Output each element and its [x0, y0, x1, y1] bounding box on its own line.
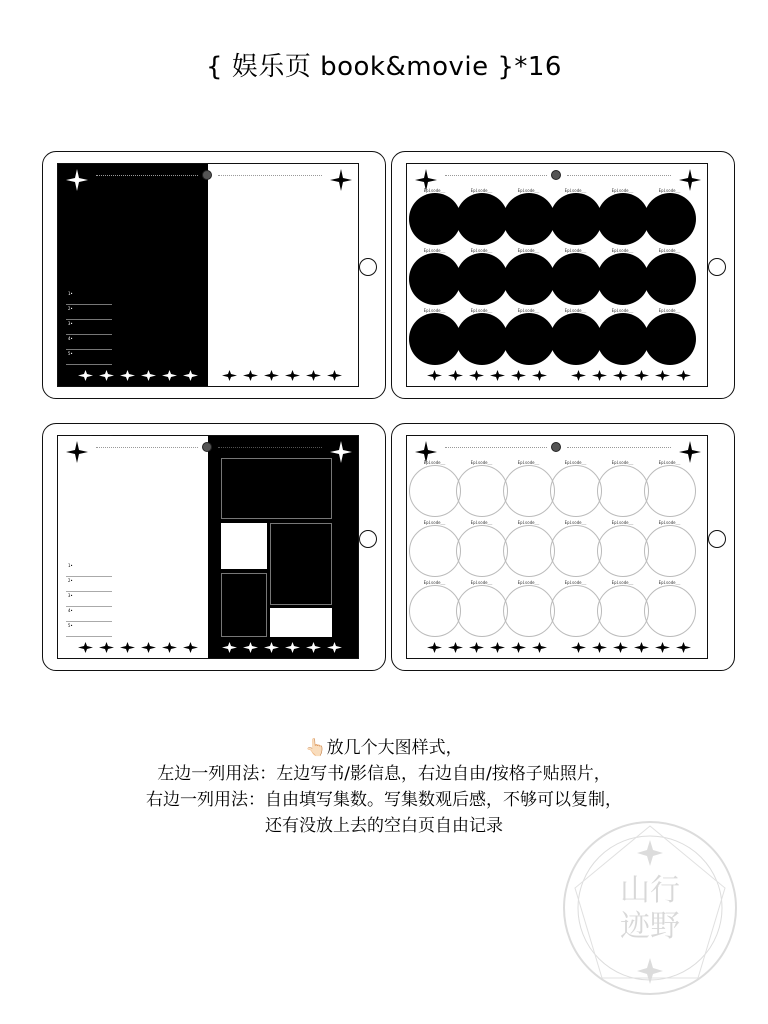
- notes-list: [66, 290, 112, 365]
- small-star-icon: [571, 642, 586, 653]
- photo-frame: [270, 523, 332, 605]
- star-row: [427, 642, 547, 653]
- note-line: 1•: [66, 290, 112, 305]
- small-star-icon: [532, 370, 547, 381]
- star-row: [78, 642, 198, 653]
- home-button: [708, 258, 726, 276]
- episode-circle: [409, 193, 461, 245]
- episode-circle: [503, 193, 555, 245]
- dotted-rule: [567, 175, 671, 176]
- dotted-rule: [567, 447, 671, 448]
- episode-label: Episode__: [423, 460, 446, 465]
- episode-circle: [644, 525, 696, 577]
- small-star-icon: [511, 642, 526, 653]
- note-line: 4•: [66, 335, 112, 350]
- episode-circle: [644, 465, 696, 517]
- episode-label: Episode__: [611, 580, 634, 585]
- small-star-icon: [655, 370, 670, 381]
- svg-text:山行: 山行: [620, 873, 680, 908]
- small-star-icon: [183, 370, 198, 381]
- episode-circle: [456, 585, 508, 637]
- small-star-icon: [613, 642, 628, 653]
- sparkle-icon: [66, 441, 88, 463]
- episode-label: Episode__: [658, 580, 681, 585]
- episode-label: Episode__: [658, 308, 681, 313]
- tablet-screen: [57, 435, 359, 659]
- episode-label: Episode__: [517, 248, 540, 253]
- small-star-icon: [469, 370, 484, 381]
- episode-label: Episode__: [470, 248, 493, 253]
- tablet-mockup-episodes-outline: [391, 423, 735, 671]
- episode-label: Episode__: [470, 188, 493, 193]
- episode-label: Episode__: [611, 308, 634, 313]
- episode-label: Episode__: [470, 308, 493, 313]
- small-star-icon: [285, 370, 300, 381]
- small-star-icon: [141, 642, 156, 653]
- episode-label: Episode__: [517, 580, 540, 585]
- home-button: [359, 258, 377, 276]
- star-row: [222, 370, 342, 381]
- episode-label: Episode__: [423, 580, 446, 585]
- episode-circle: [597, 465, 649, 517]
- episode-label: Episode__: [470, 520, 493, 525]
- episode-label: Episode__: [564, 520, 587, 525]
- note-line: 5•: [66, 622, 112, 637]
- caption-line: 左边一列用法：左边写书/影信息，右边自由/按格子贴照片，: [157, 764, 611, 784]
- camera-icon: [551, 442, 561, 452]
- star-row: [78, 370, 198, 381]
- star-row: [427, 370, 547, 381]
- tablet-mockup-episodes-filled: [391, 151, 735, 399]
- episode-circle: [644, 313, 696, 365]
- small-star-icon: [120, 642, 135, 653]
- episode-circle: [456, 313, 508, 365]
- episode-circle: [503, 525, 555, 577]
- small-star-icon: [427, 370, 442, 381]
- small-star-icon: [469, 642, 484, 653]
- small-star-icon: [222, 642, 237, 653]
- small-star-icon: [490, 642, 505, 653]
- svg-text:迹野: 迹野: [620, 909, 680, 944]
- small-star-icon: [264, 642, 279, 653]
- episode-circle: [597, 525, 649, 577]
- note-line: 1•: [66, 562, 112, 577]
- episode-label: Episode__: [611, 520, 634, 525]
- photo-frame: [221, 573, 267, 637]
- episode-circle: [550, 465, 602, 517]
- episode-circle: [503, 585, 555, 637]
- episode-circle: [456, 193, 508, 245]
- episode-circle: [409, 253, 461, 305]
- small-star-icon: [162, 642, 177, 653]
- small-star-icon: [243, 370, 258, 381]
- camera-icon: [551, 170, 561, 180]
- episode-circle: [550, 585, 602, 637]
- episode-label: Episode__: [611, 188, 634, 193]
- episode-circle: [503, 313, 555, 365]
- dotted-rule: [218, 175, 322, 176]
- star-row: [571, 370, 691, 381]
- episode-circle: [550, 313, 602, 365]
- small-star-icon: [141, 370, 156, 381]
- photo-frame: [270, 608, 332, 637]
- small-star-icon: [306, 370, 321, 381]
- small-star-icon: [78, 642, 93, 653]
- episode-label: Episode__: [611, 248, 634, 253]
- small-star-icon: [571, 370, 586, 381]
- note-line: 2•: [66, 305, 112, 320]
- tablet-screen: [406, 435, 708, 659]
- small-star-icon: [427, 642, 442, 653]
- star-row: [571, 642, 691, 653]
- caption-line: 还有没放上去的空白页自由记录: [265, 816, 503, 836]
- episode-circle: [597, 313, 649, 365]
- home-button: [359, 530, 377, 548]
- star-row: [222, 642, 342, 653]
- sparkle-icon: [66, 169, 88, 191]
- dotted-rule: [96, 175, 198, 176]
- small-star-icon: [99, 642, 114, 653]
- episode-label: Episode__: [423, 520, 446, 525]
- episode-label: Episode__: [517, 460, 540, 465]
- dotted-rule: [445, 447, 547, 448]
- photo-frame: [221, 523, 267, 569]
- episode-label: Episode__: [611, 460, 634, 465]
- episode-circle: [409, 313, 461, 365]
- small-star-icon: [655, 642, 670, 653]
- small-star-icon: [676, 370, 691, 381]
- small-star-icon: [448, 642, 463, 653]
- caption-line: 👆🏻放几个大图样式，: [305, 738, 463, 758]
- small-star-icon: [511, 370, 526, 381]
- small-star-icon: [78, 370, 93, 381]
- episode-circle: [550, 525, 602, 577]
- small-star-icon: [120, 370, 135, 381]
- episode-circle: [550, 193, 602, 245]
- episode-circle: [644, 253, 696, 305]
- episode-circle: [456, 525, 508, 577]
- camera-icon: [202, 170, 212, 180]
- sparkle-icon: [330, 169, 352, 191]
- episode-label: Episode__: [658, 460, 681, 465]
- episode-circle: [503, 465, 555, 517]
- pointing-hand-icon: 👆🏻: [305, 738, 327, 758]
- small-star-icon: [99, 370, 114, 381]
- small-star-icon: [592, 642, 607, 653]
- camera-icon: [202, 442, 212, 452]
- episode-circle: [644, 193, 696, 245]
- episode-label: Episode__: [517, 188, 540, 193]
- episode-label: Episode__: [423, 188, 446, 193]
- episode-label: Episode__: [470, 580, 493, 585]
- episode-circle: [644, 585, 696, 637]
- small-star-icon: [676, 642, 691, 653]
- note-line: 3•: [66, 592, 112, 607]
- small-star-icon: [222, 370, 237, 381]
- episode-label: Episode__: [423, 308, 446, 313]
- small-star-icon: [264, 370, 279, 381]
- episode-circle: [503, 253, 555, 305]
- dotted-rule: [218, 447, 322, 448]
- tablet-mockup-book-black-left: [42, 151, 386, 399]
- episode-label: Episode__: [564, 248, 587, 253]
- sparkle-icon: [330, 441, 352, 463]
- small-star-icon: [448, 370, 463, 381]
- white-page: [208, 164, 358, 386]
- episode-circle: [597, 193, 649, 245]
- caption-line: 右边一列用法：自由填写集数。写集数观后感，不够可以复制，: [146, 790, 622, 810]
- small-star-icon: [634, 370, 649, 381]
- small-star-icon: [592, 370, 607, 381]
- small-star-icon: [243, 642, 258, 653]
- small-star-icon: [285, 642, 300, 653]
- small-star-icon: [327, 370, 342, 381]
- small-star-icon: [613, 370, 628, 381]
- episode-label: Episode__: [564, 580, 587, 585]
- episode-label: Episode__: [517, 520, 540, 525]
- photo-frame: [221, 458, 332, 519]
- dotted-rule: [96, 447, 198, 448]
- episode-circle: [597, 253, 649, 305]
- episode-label: Episode__: [564, 460, 587, 465]
- note-line: 4•: [66, 607, 112, 622]
- small-star-icon: [532, 642, 547, 653]
- episode-label: Episode__: [564, 188, 587, 193]
- episode-circle: [409, 585, 461, 637]
- small-star-icon: [306, 642, 321, 653]
- tablet-mockup-book-black-right: [42, 423, 386, 671]
- home-button: [708, 530, 726, 548]
- episode-label: Episode__: [517, 308, 540, 313]
- note-line: 2•: [66, 577, 112, 592]
- episode-label: Episode__: [423, 248, 446, 253]
- small-star-icon: [162, 370, 177, 381]
- watermark-seal: [560, 818, 740, 998]
- tablet-screen: [57, 163, 359, 387]
- small-star-icon: [634, 642, 649, 653]
- episode-circle: [409, 465, 461, 517]
- note-line: 3•: [66, 320, 112, 335]
- episode-label: Episode__: [564, 308, 587, 313]
- page-title: { 娱乐页 book&movie }*16: [206, 52, 562, 82]
- episode-label: Episode__: [658, 248, 681, 253]
- episode-label: Episode__: [658, 520, 681, 525]
- small-star-icon: [490, 370, 505, 381]
- small-star-icon: [327, 642, 342, 653]
- episode-circle: [456, 253, 508, 305]
- episode-circle: [409, 525, 461, 577]
- note-line: 5•: [66, 350, 112, 365]
- episode-circle: [456, 465, 508, 517]
- tablet-screen: [406, 163, 708, 387]
- episode-circle: [550, 253, 602, 305]
- episode-circle: [597, 585, 649, 637]
- small-star-icon: [183, 642, 198, 653]
- dotted-rule: [445, 175, 547, 176]
- episode-label: Episode__: [470, 460, 493, 465]
- episode-label: Episode__: [658, 188, 681, 193]
- notes-list: [66, 562, 112, 637]
